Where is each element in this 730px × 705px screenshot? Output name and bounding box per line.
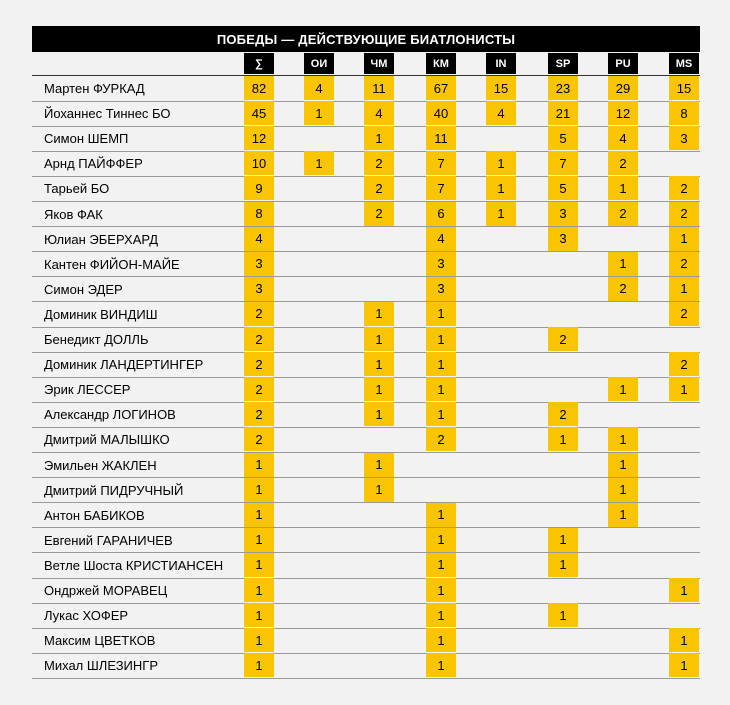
wins-cell: 3 <box>244 252 274 276</box>
wins-cell: 1 <box>244 503 274 527</box>
wins-cell: 7 <box>426 176 456 200</box>
wins-cell: 2 <box>608 151 638 175</box>
wins-cell: 21 <box>548 101 578 125</box>
wins-cell: 40 <box>426 101 456 125</box>
wins-cell: 4 <box>608 126 638 150</box>
wins-cell: 1 <box>426 352 456 376</box>
wins-cell: 1 <box>364 402 394 426</box>
wins-cell: 1 <box>669 653 699 677</box>
athlete-name: Бенедикт ДОЛЛЬ <box>44 332 149 347</box>
wins-cell: 1 <box>486 151 516 175</box>
athlete-name: Антон БАБИКОВ <box>44 507 145 523</box>
athlete-name: Тарьей БО <box>44 181 110 197</box>
wins-cell: 2 <box>669 352 699 376</box>
athlete-name: Мартен ФУРКАД <box>44 81 145 96</box>
wins-cell: 1 <box>486 202 516 226</box>
wins-cell: 8 <box>669 101 699 125</box>
wins-cell: 4 <box>364 101 394 125</box>
athlete-name: Ветле Шоста КРИСТИАНСЕН <box>44 557 224 573</box>
wins-cell: 1 <box>426 302 456 326</box>
athlete-name: Симон ЭДЕР <box>44 281 123 297</box>
athlete-name: Дмитрий ПИДРУЧНЫЙ <box>44 482 184 498</box>
wins-cell: 1 <box>244 478 274 502</box>
wins-cell: 1 <box>486 176 516 200</box>
wins-cell: 1 <box>426 503 456 527</box>
wins-cell: 4 <box>304 76 334 100</box>
athlete-name: Ондржей МОРАВЕЦ <box>44 583 168 598</box>
wins-cell: 1 <box>364 302 394 326</box>
wins-cell: 7 <box>426 151 456 175</box>
wins-cell: 1 <box>364 126 394 150</box>
athlete-name: Лукас ХОФЕР <box>44 608 129 624</box>
column-header: MS <box>669 53 699 74</box>
wins-cell: 3 <box>426 252 456 276</box>
wins-cell: 2 <box>548 402 578 426</box>
wins-cell: 3 <box>244 277 274 301</box>
wins-cell: 4 <box>486 101 516 125</box>
wins-cell: 1 <box>608 176 638 200</box>
column-header: ∑ <box>244 53 274 74</box>
wins-cell: 2 <box>669 176 699 200</box>
wins-cell: 1 <box>426 402 456 426</box>
column-header: ОИ <box>304 53 334 74</box>
column-header: SP <box>548 53 578 74</box>
wins-cell: 1 <box>608 252 638 276</box>
wins-cell: 4 <box>244 227 274 251</box>
wins-cell: 1 <box>548 427 578 451</box>
wins-cell: 1 <box>608 478 638 502</box>
wins-cell: 1 <box>548 553 578 577</box>
wins-cell: 1 <box>364 377 394 401</box>
athlete-name: Евгений ГАРАНИЧЕВ <box>44 532 173 548</box>
wins-cell: 3 <box>548 202 578 226</box>
wins-cell: 1 <box>669 578 699 602</box>
wins-cell: 1 <box>426 653 456 677</box>
wins-cell: 1 <box>608 427 638 451</box>
wins-cell: 45 <box>244 101 274 125</box>
athlete-name: Яков ФАК <box>44 206 103 222</box>
wins-cell: 2 <box>364 176 394 200</box>
wins-cell: 1 <box>244 653 274 677</box>
wins-cell: 1 <box>669 628 699 652</box>
column-header: ЧМ <box>364 53 394 74</box>
wins-cell: 29 <box>608 76 638 100</box>
athlete-name: Симон ШЕМП <box>44 131 129 147</box>
wins-cell: 1 <box>244 628 274 652</box>
wins-cell: 9 <box>244 176 274 200</box>
wins-cell: 2 <box>364 202 394 226</box>
wins-cell: 1 <box>669 377 699 401</box>
athlete-name: Александр ЛОГИНОВ <box>44 407 176 423</box>
wins-cell: 1 <box>608 503 638 527</box>
wins-cell: 2 <box>608 277 638 301</box>
wins-cell: 1 <box>669 227 699 251</box>
wins-cell: 1 <box>304 151 334 175</box>
wins-cell: 1 <box>244 603 274 627</box>
wins-cell: 6 <box>426 202 456 226</box>
column-header: IN <box>486 53 516 74</box>
wins-cell: 2 <box>244 352 274 376</box>
wins-cell: 2 <box>244 427 274 451</box>
wins-cell: 11 <box>364 76 394 100</box>
wins-cell: 12 <box>608 101 638 125</box>
wins-cell: 1 <box>548 603 578 627</box>
wins-cell: 15 <box>669 76 699 100</box>
athlete-name: Доминик ЛАНДЕРТИНГЕР <box>44 357 204 373</box>
wins-cell: 2 <box>426 427 456 451</box>
wins-cell: 11 <box>426 126 456 150</box>
athlete-name: Арнд ПАЙФФЕР <box>44 156 143 172</box>
wins-cell: 12 <box>244 126 274 150</box>
column-header: PU <box>608 53 638 74</box>
wins-cell: 1 <box>426 528 456 552</box>
wins-cell: 1 <box>364 453 394 477</box>
wins-cell: 5 <box>548 176 578 200</box>
wins-cell: 15 <box>486 76 516 100</box>
wins-cell: 1 <box>244 553 274 577</box>
athlete-name: Кантен ФИЙОН-МАЙЕ <box>44 256 180 272</box>
wins-cell: 82 <box>244 76 274 100</box>
wins-cell: 1 <box>364 352 394 376</box>
wins-cell: 23 <box>548 76 578 100</box>
wins-cell: 1 <box>548 528 578 552</box>
wins-cell: 3 <box>548 227 578 251</box>
wins-cell: 1 <box>426 628 456 652</box>
wins-cell: 1 <box>304 101 334 125</box>
wins-cell: 1 <box>244 528 274 552</box>
wins-cell: 2 <box>669 202 699 226</box>
wins-cell: 1 <box>426 553 456 577</box>
wins-cell: 1 <box>426 327 456 351</box>
wins-cell: 3 <box>669 126 699 150</box>
athlete-name: Михал ШЛЕЗИНГР <box>44 658 158 674</box>
wins-cell: 7 <box>548 151 578 175</box>
wins-cell: 10 <box>244 151 274 175</box>
wins-cell: 1 <box>669 277 699 301</box>
wins-cell: 1 <box>244 453 274 477</box>
column-header: КМ <box>426 53 456 74</box>
wins-cell: 2 <box>244 402 274 426</box>
wins-cell: 1 <box>608 377 638 401</box>
wins-cell: 2 <box>364 151 394 175</box>
wins-cell: 3 <box>426 277 456 301</box>
athlete-name: Доминик ВИНДИШ <box>44 306 158 322</box>
wins-cell: 1 <box>426 377 456 401</box>
wins-cell: 1 <box>244 578 274 602</box>
wins-cell: 2 <box>244 377 274 401</box>
wins-cell: 2 <box>608 202 638 226</box>
chart-title: ПОБЕДЫ — ДЕЙСТВУЮЩИЕ БИАТЛОНИСТЫ <box>32 26 700 52</box>
wins-cell: 1 <box>426 578 456 602</box>
wins-cell: 2 <box>669 302 699 326</box>
wins-cell: 4 <box>426 227 456 251</box>
wins-cell: 2 <box>548 327 578 351</box>
athlete-name: Юлиан ЭБЕРХАРД <box>44 231 158 247</box>
wins-cell: 1 <box>608 453 638 477</box>
wins-cell: 2 <box>244 302 274 326</box>
athlete-name: Эмильен ЖАКЛЕН <box>44 457 157 473</box>
athlete-name: Дмитрий МАЛЫШКО <box>44 432 170 448</box>
athlete-name: Максим ЦВЕТКОВ <box>44 633 156 649</box>
wins-cell: 5 <box>548 126 578 150</box>
wins-cell: 1 <box>426 603 456 627</box>
athlete-name: Йоханнес Тиннес БО <box>44 106 171 122</box>
wins-cell: 67 <box>426 76 456 100</box>
athlete-name: Эрик ЛЕССЕР <box>44 382 131 398</box>
wins-cell: 8 <box>244 202 274 226</box>
wins-cell: 1 <box>364 478 394 502</box>
wins-cell: 2 <box>244 327 274 351</box>
wins-cell: 2 <box>669 252 699 276</box>
wins-cell: 1 <box>364 327 394 351</box>
